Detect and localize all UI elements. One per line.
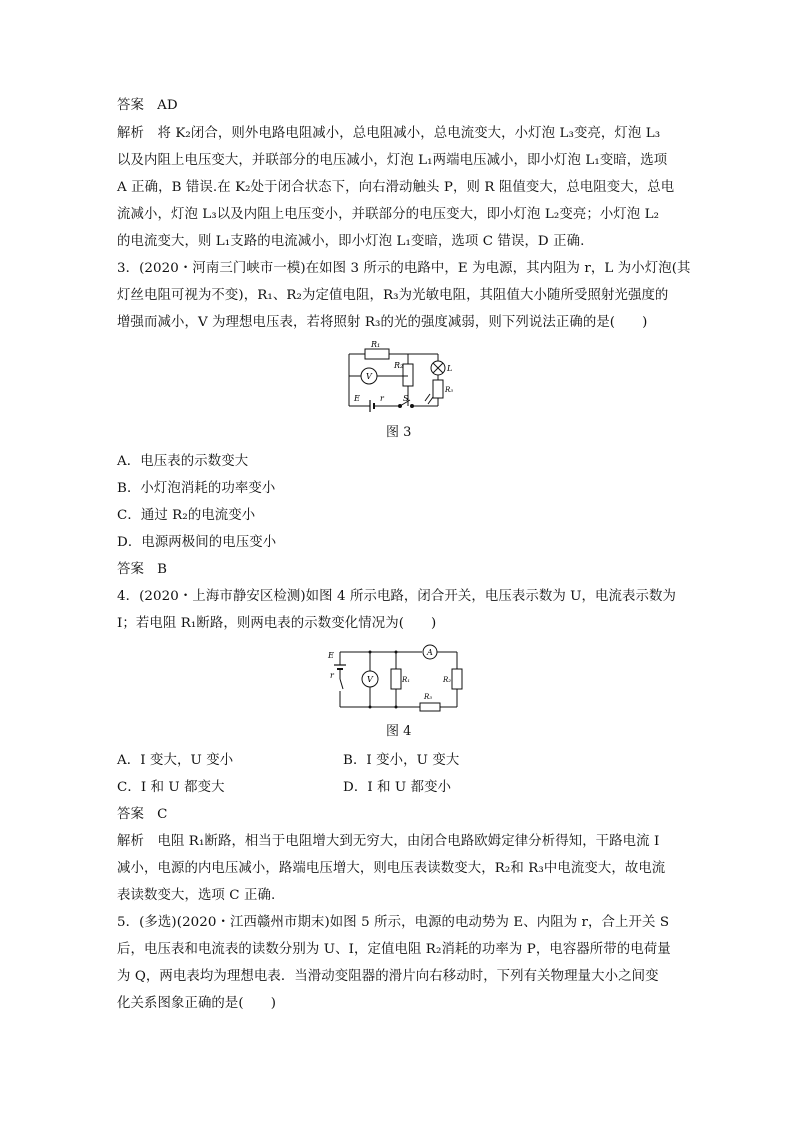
answer-value: C [157, 807, 168, 822]
answer-value: AD [157, 98, 178, 113]
answer-label: 答案 [117, 807, 144, 822]
q4-analysis-line-3: 表读数变大，选项 C 正确. [117, 888, 276, 903]
answer-label: 答案 [117, 98, 144, 113]
q3-answer-line [117, 560, 679, 580]
q4-answer-line [117, 805, 679, 825]
q4-analysis-line-1: 解析 电阻 R₁断路，相当于电阻增大到无穷大，由闭合电路欧姆定律分析得知，干路电流 I [117, 834, 660, 849]
q3-option-c: C．通过 R₂的电流变小 [117, 508, 256, 523]
q3-stem-line-1: 3．(2020・河南三门峡市一模)在如图 3 所示的电路中，E 为电源，其内阻为 r，L 为小灯泡(其 [117, 261, 691, 276]
q4-option-c: C．I 和 U 都变大 [117, 780, 225, 795]
fig4-label-r3: R₃ [424, 693, 433, 701]
q4-analysis-line-2: 减小，电源的内电压减小，路端电压增大，则电压表读数变大，R₂和 R₃中电流变大，故电流 [117, 861, 666, 876]
fig3-label-r2: R₂ [394, 361, 404, 370]
q3-stem-line-2: 灯丝电阻可视为不变)，R₁、R₂为定值电阻，R₃为光敏电阻，其阻值大小随所受照射光强度的 [117, 288, 669, 303]
fig3-label-r1: R₁ [371, 340, 381, 349]
q4-option-a: A．I 变大，U 变小 [117, 753, 234, 768]
fig4-label-r: r [330, 671, 334, 680]
q4-stem-line-1: 4．(2020・上海市静安区检测)如图 4 所示电路，闭合开关，电压表示数为 U，电流表示数为 [117, 589, 676, 604]
answer-label: 答案 [117, 562, 144, 577]
analysis-line-1: 解析 将 K₂闭合，则外电路电阻减小，总电阻减小，总电流变大，小灯泡 L₃变亮，灯泡 L₃ [117, 126, 661, 141]
analysis-line-5: 的电流变大，则 L₁支路的电流减小，即小灯泡 L₁变暗，选项 C 错误，D 正确. [117, 234, 585, 249]
q4-option-d: D．I 和 U 都变小 [343, 780, 452, 795]
analysis-line-4: 流减小，灯泡 L₃以及内阻上电压变小，并联部分的电压变大，即小灯泡 L₂变亮；小灯泡 L₂ [117, 207, 660, 222]
fig4-label-e: E [328, 651, 334, 660]
fig4-label-r2: R₂ [443, 676, 452, 684]
figure-3-circuit [340, 338, 458, 416]
fig3-label-v: V [366, 372, 372, 381]
fig3-label-r3: R₃ [445, 386, 454, 394]
fig3-label-r: r [380, 394, 384, 403]
figure-4-caption: 图 4 [386, 724, 412, 739]
figure-4-circuit [326, 643, 466, 715]
fig3-label-s: S [403, 394, 409, 403]
q3-stem-line-3: 增强而减小，V 为理想电压表，若将照射 R₃的光的强度减弱，则下列说法正确的是( ) [117, 315, 648, 330]
q3-option-b: B．小灯泡消耗的功率变小 [117, 481, 276, 496]
q3-option-a: A．电压表的示数变大 [117, 454, 249, 469]
analysis-line-2: 以及内阻上电压变大，并联部分的电压减小，灯泡 L₁两端电压减小，即小灯泡 L₁变暗，选项 [117, 153, 668, 168]
q5-stem-line-3: 为 Q，两电表均为理想电表．当滑动变阻器的滑片向右移动时，下列有关物理量大小之间变 [117, 969, 659, 984]
fig4-label-v: V [367, 675, 373, 684]
answer-value: B [157, 562, 168, 577]
q4-stem-line-2: I；若电阻 R₁断路，则两电表的示数变化情况为( ) [117, 616, 437, 631]
fig3-label-e: E [354, 394, 360, 403]
answer-line-prev [117, 96, 679, 116]
q4-option-b: B．I 变小，U 变大 [343, 753, 460, 768]
figure-3-caption: 图 3 [386, 425, 412, 440]
q3-option-d: D．电源两极间的电压变小 [117, 535, 277, 550]
fig4-label-r1: R₁ [402, 676, 411, 684]
analysis-line-3: A 正确，B 错误.在 K₂处于闭合状态下，向右滑动触头 P，则 R 阻值变大，总电阻变大，总电 [117, 180, 675, 195]
fig3-label-l: L [447, 364, 453, 373]
q5-stem-line-4: 化关系图象正确的是( ) [117, 996, 277, 1011]
fig4-label-a: A [427, 648, 433, 657]
q5-stem-line-1: 5．(多选)(2020・江西赣州市期末)如图 5 所示，电源的电动势为 E、内阻为 r，合上开关 S [117, 915, 670, 930]
q5-stem-line-2: 后，电压表和电流表的读数分别为 U、I，定值电阻 R₂消耗的功率为 P，电容器所带的电荷量 [117, 942, 671, 957]
